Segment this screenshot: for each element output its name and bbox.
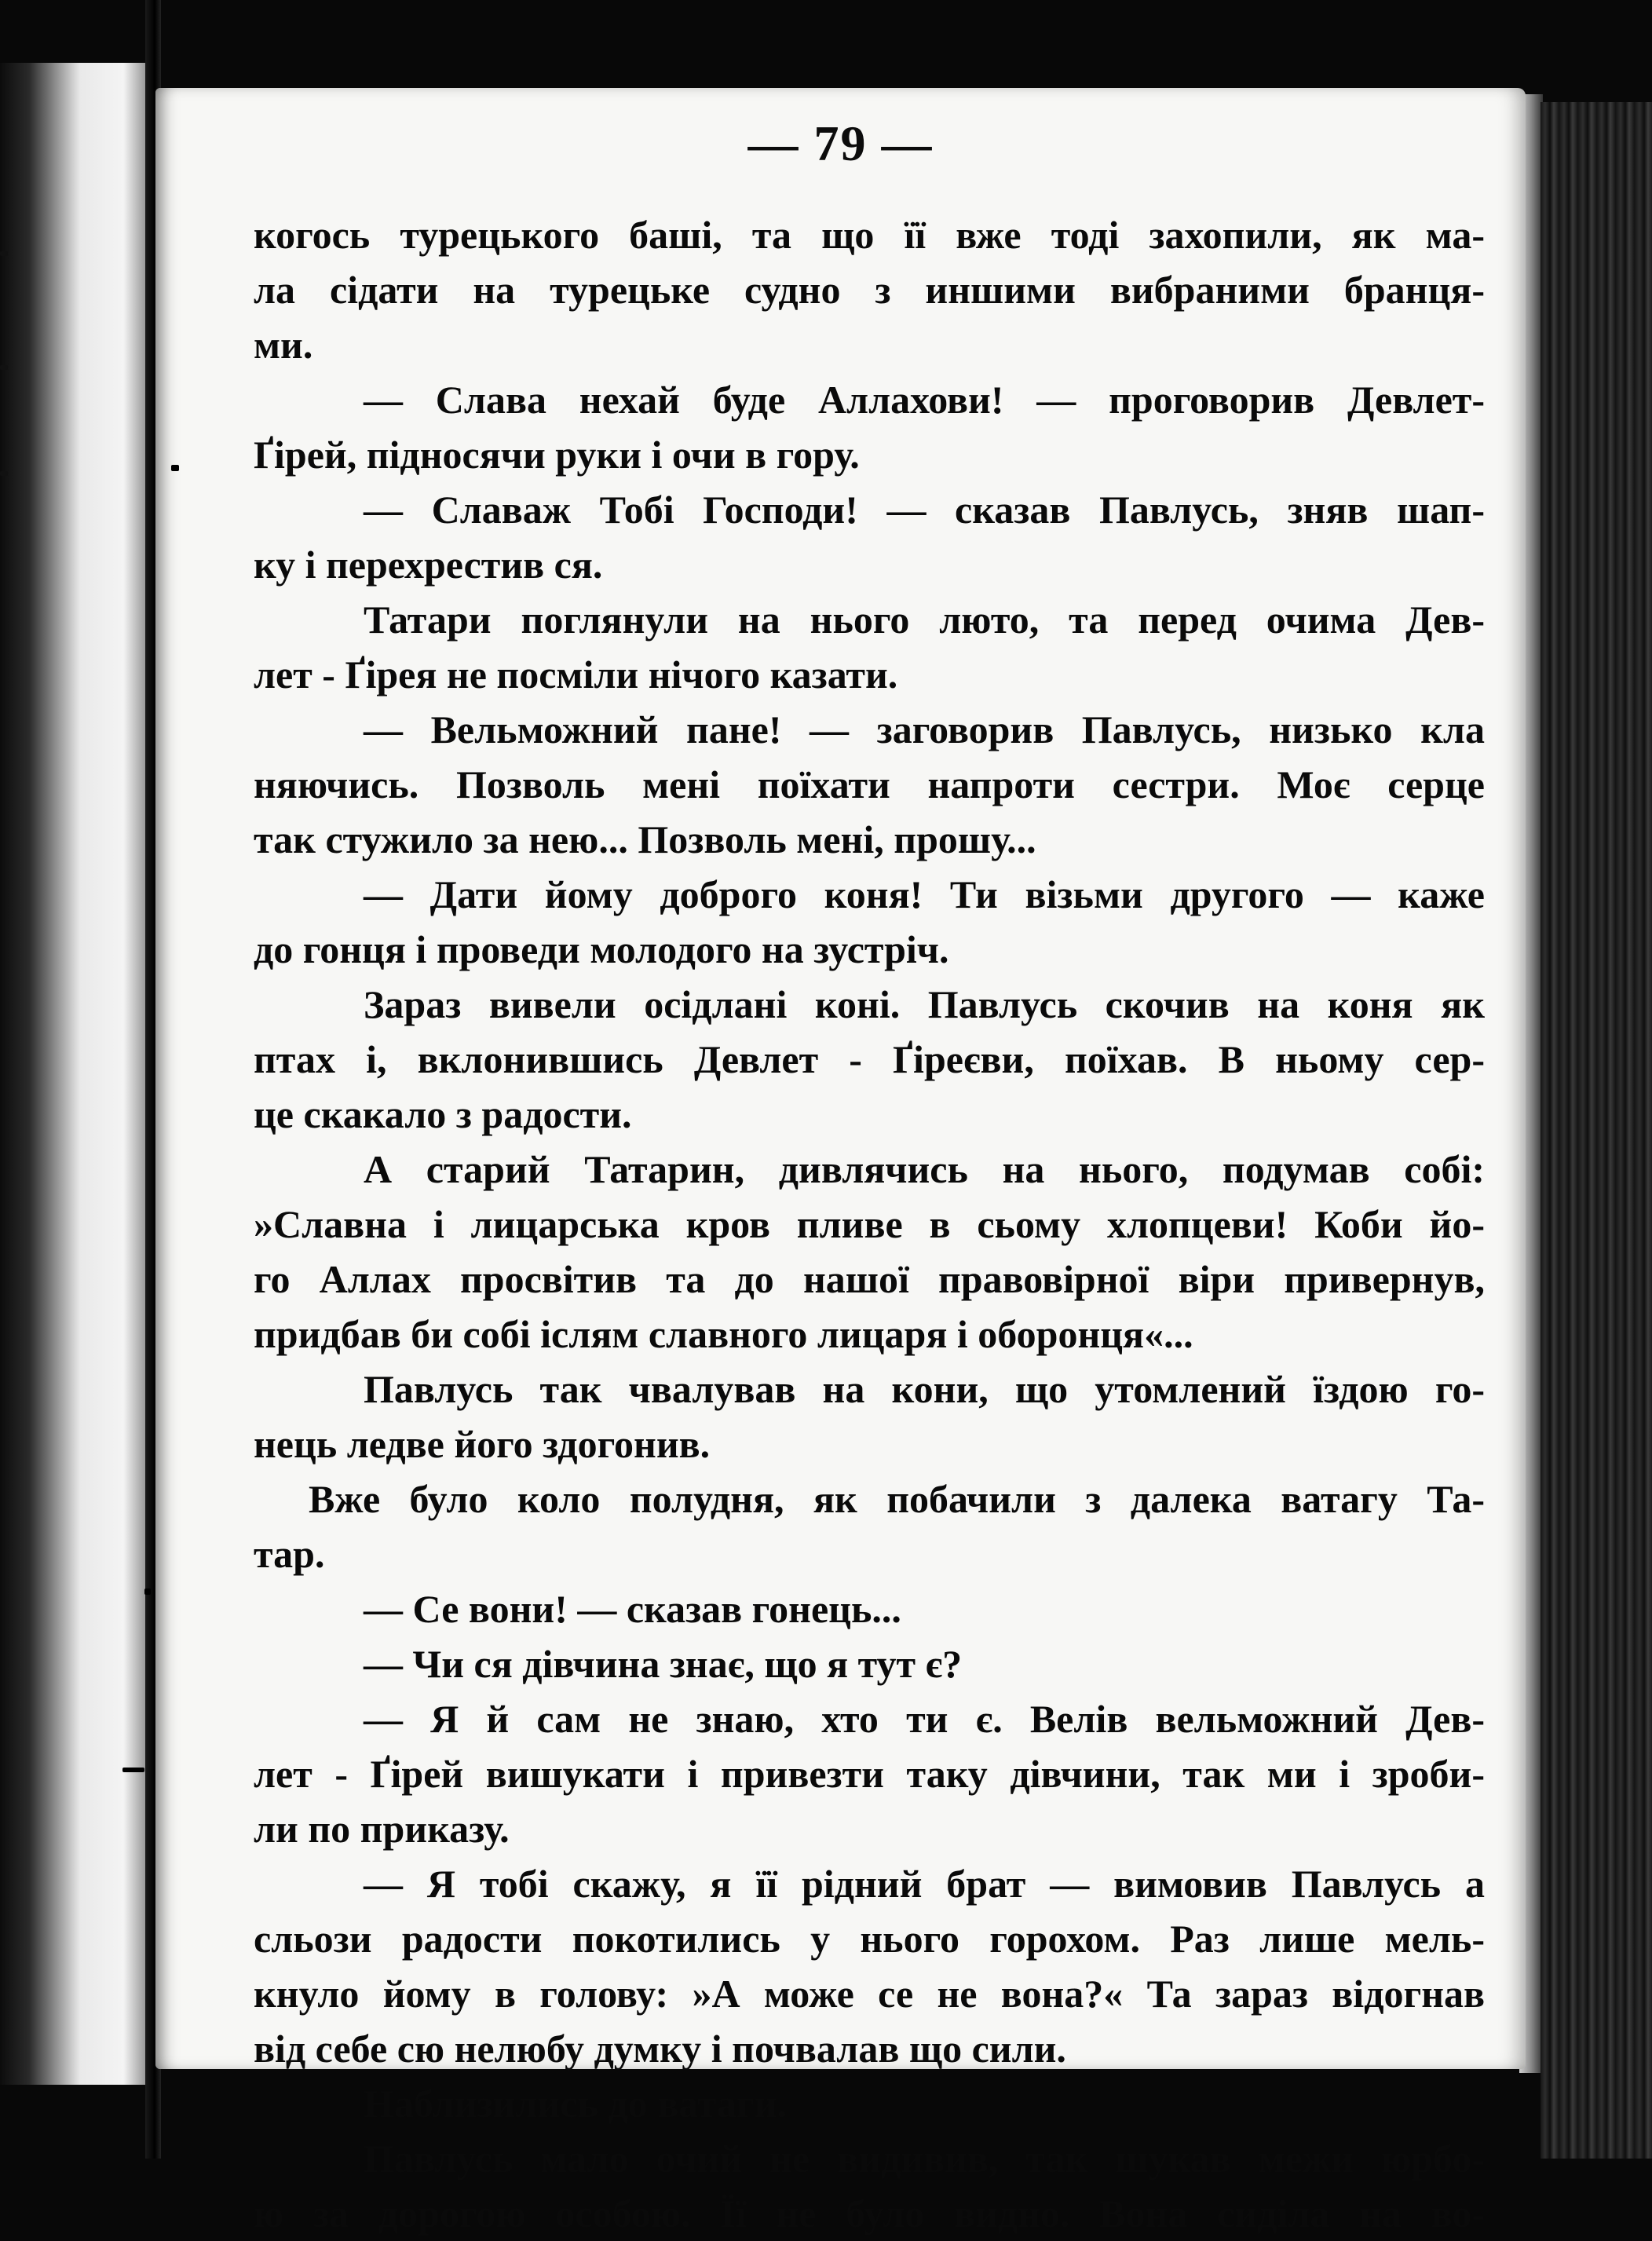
text-line: ю за дорогою особою. Її не було видно. Вона сиділа на во- — [254, 2192, 1485, 2236]
text-line: лет - Ґірея не посміли нічого казати. — [254, 653, 898, 696]
text-line: — Дати йому доброго коня! Ти візьми другого — каже — [364, 872, 1485, 916]
text-line: до гонця і проведи молодого на зустріч. — [254, 927, 949, 971]
text-line: лет - Ґірей вишукати і привезти таку дівчини, так ми і зроби- — [254, 1752, 1485, 1796]
text-line: А старий Татарин, дивлячись на нього, подумав собі: — [364, 1147, 1485, 1191]
text-line: Ґірей, підносячи руки і очи в гору. — [254, 433, 860, 477]
book-cover-edge — [1541, 102, 1652, 2159]
margin-mark — [0, 365, 8, 370]
margin-mark — [0, 251, 8, 256]
text-line: го Аллах просвітив та до нашої правовірної віри привернув, — [254, 1257, 1485, 1301]
text-line: сльози радости покотились у нього горохом. Раз лише мель- — [254, 1917, 1485, 1961]
text-line: нець ледве його здогонив. — [254, 1422, 711, 1466]
text-line: Павлусь мало очий не видивив, так шукав межи юрбо- — [364, 2137, 1485, 2181]
text-line: когось турецького баші, та що її вже тоді захопили, як ма- — [254, 213, 1485, 257]
text-line: так стужило за нею... Позволь мені, прошу... — [254, 817, 1036, 861]
text-line: кнуло йому в голову: »А може се не вона?« Та зараз відогнав — [254, 1972, 1485, 2016]
text-line: — Чи ся дівчина знає, що я тут є? — [364, 1642, 963, 1686]
text-line: Вже було коло полудня, як побачили з далека ватагу Та- — [309, 1477, 1485, 1521]
margin-mark — [0, 471, 8, 476]
text-line: — Славаж Тобі Господи! — сказав Павлусь, зняв шап- — [364, 488, 1485, 532]
text-line: тар. — [254, 1532, 325, 1576]
page-text — [254, 207, 1485, 2241]
text-line: »Славна і лицарська кров пливе в сьому хлопцеви! Коби йо- — [254, 1202, 1485, 1246]
text-line: — Вельможний пане! — заговорив Павлусь, низько кла — [364, 707, 1485, 751]
text-line: Татари поглянули на нього люто, та перед очима Дев- — [364, 598, 1485, 642]
margin-mark — [122, 1768, 144, 1772]
margin-mark — [144, 1588, 151, 1595]
book-page — [155, 88, 1526, 2236]
facing-page-edge — [0, 63, 145, 2085]
text-line: ми. — [254, 323, 313, 367]
text-line: це скакало з радости. — [254, 1092, 632, 1136]
text-line: — Я тобі скажу, я її рідний брат — вимовив Павлусь а — [364, 1862, 1485, 1906]
text-line: ла сідати на турецьке судно з иншими вибраними бранця- — [254, 268, 1485, 312]
text-line: Зараз вивели осідлані коні. Павлусь скочив на коня як — [364, 982, 1485, 1026]
margin-mark — [171, 465, 179, 471]
text-line: від себе сю нелюбу думку і почвалав що сили. — [254, 2027, 1066, 2071]
page-number: — 79 — — [747, 115, 934, 171]
text-line: птах і, вклонившись Девлет - Ґіреєви, поїхав. В ньому сер- — [254, 1037, 1485, 1081]
text-line: — Се вони! — сказав гонець... — [364, 1587, 901, 1631]
text-line: няючись. Позволь мені поїхати напроти сестри. Моє серце — [254, 762, 1485, 806]
text-line: придбав би собі іслям славного лицаря і оборонця«... — [254, 1312, 1193, 1356]
text-line: ли по приказу. — [254, 1807, 510, 1851]
text-line: Павлусь так чвалував на кони, що утомлений їздою го- — [364, 1367, 1485, 1411]
text-line: — Слава нехай буде Аллахови! — проговорив Девлет- — [364, 378, 1485, 422]
text-line: Наблизились до ватаги. — [364, 2082, 788, 2126]
text-line: — Я й сам не знаю, хто ти є. Велів вельможний Дев- — [364, 1697, 1485, 1741]
text-line: ку і перехрестив ся. — [254, 543, 603, 587]
